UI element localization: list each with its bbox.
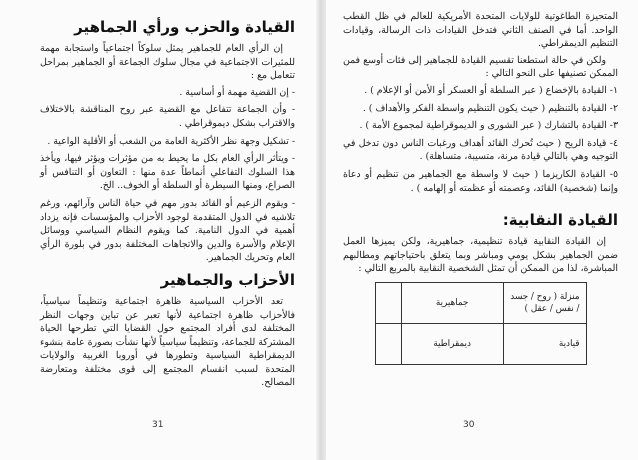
list-item: - ويقوم الزعيم أو القائد بدور مهم في حياة الناس وآرائهم، ورغم تلاشيه في الدول المتقدمة لوجود الأحزاب والمؤسسات فإنه يزداد أهمية في الدول النامية. كما ويقوم النظام السياسي ووسائل الإعلام والأسرة والدين والاتجاهات المختلفة بدور في بلورة الرأي العام وتحريك الجماهير. [40,197,295,264]
parties-paragraph: تعد الأحزاب السياسية ظاهرة اجتماعية وتنظيماً سياسياً، فالأحزاب ظاهرة اجتماعية لأنها تعبر عن تباين وجهات النظر المختلفة لدى أفراد المجتمع حول القضايا التي تطرحها الحياة المشتركة للجماعة، وتنظيماً سياسياً لأنها نشأت بصورة عامة بنشوء الديمقراطية السياسية وتطورها في أوروبا الغربية والولايات المتحدة لسبب انقسام المجتمع إلى قوى مختلفة ومتعارضة المصالح. [40,295,295,389]
leadership-types-list [343,84,618,195]
table-row [375,323,586,364]
list-item: - ويتأثر الرأي العام بكل ما يحيط به من مؤثرات ويؤثر فيها، ويأخذ هذا السلوك التفاعلي أنماطاً عدة منها : التعاون أو التنافس أو الصراع، ومنها السيطرة أو السلطة أو الخوف.. الخ. [40,153,295,192]
table-cell: جماهيرية [401,282,503,323]
right-intro-paragraph-2: ولكن في حالة استطعنا تقسيم القيادة للجماهير إلى فئات أوسع فمن الممكن تصنيفها على النحو التالي : [343,54,618,80]
list-item: ٣- القيادة بالتشارك ( عبر الشورى و الديموقراطية لمجموع الأمة ) . [359,120,618,132]
page-number-right: 30 [463,420,475,430]
right-page [321,0,638,460]
list-item: ٥- القيادة الكاريزما ( حيث لا واسطة مع الجماهير من تنظيم أو دعاة وإنما (شخصية) القائد، وعصمته أو عظمته أو إلهامه ) . [343,168,618,194]
table-cell [375,282,401,323]
list-item: ١- القيادة بالإخضاع ( عبر السلطة أو العسكر أو الأمن أو الإعلام ) . [364,84,618,96]
section-title-union-leadership: القيادة النقابية: [502,211,618,230]
table-cell [375,323,401,364]
table-cell: ديمقراطية [401,323,503,364]
list-item: ٤- قيادة الريح ( حيث تُحرك القائد أهداف ورغبات الناس دون تدخل في التوجيه وهي بالتالي قيادة مرنة، متسيبة، متساهلة) . [343,137,618,163]
left-intro-paragraph: إن الرأي العام للجماهير يمثل سلوكاً اجتماعياً واستجابة مهمة للمثيرات الاجتماعية في مجال سلوك الجماعة أو الجماهير بمراحل تتعامل مع : [40,43,295,82]
page-number-left: 31 [152,420,164,430]
left-bullet-list [40,86,295,265]
list-item: - إن القضية مهمة أو أساسية . [179,86,295,98]
leadership-square-table [375,282,587,365]
list-item: - تشكيل وجهة نظر الأكثرية العامة من الشعب أو الأقلية الواعية . [47,135,295,147]
table-row [375,282,586,323]
left-page-title: القيادة والحزب ورأي الجماهير [74,18,295,36]
section-title-parties: الأحزاب والجماهير [160,270,295,289]
list-item: ٢- القيادة بالتنظيم ( حيث يكون التنظيم واسطة الفكر والأهداف ) . [362,102,618,114]
right-intro-paragraph: المتحيزة الطاغوتية للولايات المتحدة الأمريكية للعالم في ظل القطب الواحد. أما في الصنف الثاني فتدخل القيادات ذات الرسالة، وقيادات التنظيم الديمقراطي. [343,11,618,50]
list-item: - وأن الجماعة تتفاعل مع القضية عبر روح المناقشة بالاختلاف والاقتراب بشكل ديموقراطي . [40,104,295,129]
union-leadership-paragraph: إن القيادة النقابية قيادة تنظيمية، جماهيرية، ولكن يميزها العمل ضمن الجماهير بشكل يومي ومباشر وبما يتعلق باحتياجاتهم ومطالبهم المباشرة، لذا من الممكن أن تمثل الشخصية النقابية بالمربع التالي : [343,236,618,275]
table-cell: قيادية [503,323,586,364]
table-cell: منزلة ( روح / جسد / نفس / عقل ) [503,282,586,323]
